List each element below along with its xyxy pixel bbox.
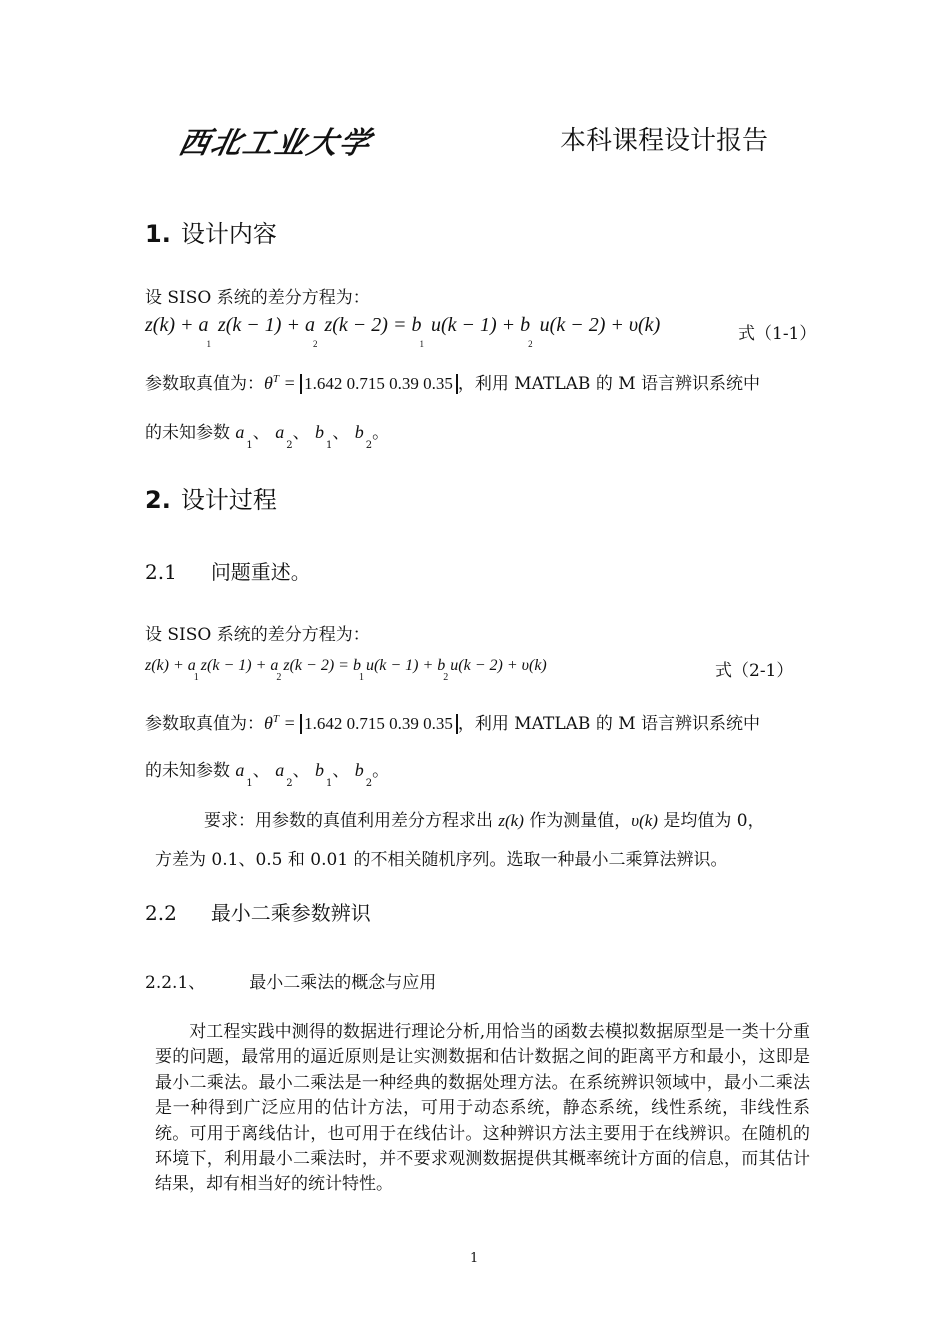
university-logo: 西北工业大学 [175, 126, 375, 161]
var-b1-sub: 1 [325, 778, 333, 789]
equation-1-1-label: 式（1-1） [738, 324, 817, 344]
theta-equals: = [278, 373, 301, 393]
section-1-number: 1. [145, 220, 171, 248]
req-v: υ(k) [631, 811, 658, 830]
param-suffix: ，利用 MATLAB 的 M 语言辨识系统中 [457, 374, 761, 394]
eq2-sub-4: 2 [443, 672, 449, 683]
subsection-2-2-1-title: 最小二乘法的概念与应用 [249, 973, 437, 993]
theta-symbol: $\theta^T$ [264, 373, 279, 393]
var-a1-sub: 1 [246, 778, 253, 789]
section-2-intro: 设 SISO 系统的差分方程为： [145, 625, 370, 645]
var-b1: b [314, 422, 324, 442]
eq2-term-2: z(k − 1) + a [200, 657, 279, 674]
req-text-c: 是均值为 0， [657, 811, 765, 831]
subsection-2-1-heading [145, 556, 311, 585]
least-squares-paragraph: 对工程实践中测得的数据进行理论分析,用恰当的函数去模拟数据原型是一类十分重要的问题，最常用的逼近原则是让实测数据和估计数据之间的距离平方和最小，这即是最小二乘法。最小二乘法是一种经典的数据处理方法。在系统辨识领域中，最小二乘法是一种得到广泛应用的估计方法，可用于动态系统，静态系统，线性系统，非线性系统。可用于离线估计，也可用于在线估计。这种辨识方法主要用于在线辨识。在随机的环境下，利用最小二乘法时，并不要求观测数据提供其概率统计方面的信息，而其估计结果，却有相当好的统计特性。 [155, 1022, 810, 1195]
var-b2: b [354, 422, 364, 442]
subsection-2-2-1-number: 2.2.1、 [145, 973, 206, 993]
theta-symbol: $\theta^T$ [264, 713, 279, 733]
section-1-params [145, 369, 760, 394]
req-z: z(k) [498, 811, 524, 830]
theta-vector: 1.642 0.715 0.39 0.35 [300, 714, 458, 734]
report-title: 本科课程设计报告 [560, 126, 769, 156]
var-b1: b [314, 760, 324, 780]
section-2-unknowns [145, 756, 390, 789]
subsection-2-1-title: 问题重述。 [210, 560, 311, 584]
subsection-2-2-1-heading [145, 968, 436, 993]
equation-2-1 [145, 657, 547, 683]
var-a1-sub: 1 [246, 440, 253, 451]
var-b2-sub: 2 [365, 440, 373, 451]
eq2-sub-2: 2 [276, 672, 282, 683]
subsection-2-1-number: 2.1 [145, 560, 177, 584]
unknown-prefix: 的未知参数 [145, 761, 230, 781]
section-1-title: 设计内容 [180, 220, 277, 248]
theta-vector: 1.642 0.715 0.39 0.35 [300, 374, 458, 394]
param-prefix: 参数取真值为： [145, 374, 264, 394]
section-1-intro: 设 SISO 系统的差分方程为： [145, 288, 370, 308]
param-suffix: ，利用 MATLAB 的 M 语言辨识系统中 [457, 714, 761, 734]
section-1-heading [145, 214, 277, 249]
eq1-sub-1: 1 [206, 339, 211, 349]
param-prefix: 参数取真值为： [145, 714, 264, 734]
eq1-sub-2: 2 [312, 339, 318, 349]
var-a1: a [235, 422, 245, 442]
unknown-prefix: 的未知参数 [145, 423, 230, 443]
section-2-heading [145, 480, 277, 515]
eq1-sub-3: 1 [419, 339, 424, 349]
equation-1-1 [145, 314, 661, 349]
section-2-number: 2. [145, 486, 171, 514]
sep: 、 [292, 423, 310, 443]
sep: 、 [292, 761, 310, 781]
eq1-sub-4: 2 [528, 339, 533, 349]
section-2-title: 设计过程 [180, 486, 277, 514]
theta-equals: = [278, 713, 301, 733]
subsection-2-2-number: 2.2 [145, 901, 177, 925]
eq2-term-3: z(k − 2) = b [283, 657, 361, 674]
var-a2: a [275, 760, 285, 780]
eq2-sub-1: 1 [193, 672, 199, 683]
var-a2: a [275, 422, 285, 442]
equation-2-1-label: 式（2-1） [715, 661, 794, 681]
eq2-sub-3: 1 [358, 672, 364, 683]
section-1-unknowns [145, 418, 390, 451]
section-2-params [145, 709, 760, 734]
var-b1-sub: 1 [325, 440, 333, 451]
var-b2: b [354, 760, 364, 780]
subsection-2-2-title: 最小二乘参数辨识 [210, 901, 371, 925]
eq2-term-4: u(k − 1) + b [365, 657, 446, 674]
var-b2-sub: 2 [365, 778, 373, 789]
period: 。 [372, 761, 390, 781]
req-text-a: 要求：用参数的真值利用差分方程求出 [204, 811, 499, 831]
eq1-term-3: z(k − 2) = b [319, 314, 422, 336]
requirement-line-2: 方差为 0.1、0.5 和 0.01 的不相关随机序列。选取一种最小二乘算法辨识。 [155, 850, 728, 870]
eq1-term-4: u(k − 1) + b [425, 314, 531, 336]
req-text-b: 作为测量值， [523, 811, 632, 831]
requirement-line-1 [204, 806, 765, 831]
subsection-2-2-heading [145, 897, 371, 926]
eq1-term-5: u(k − 2) + υ(k) [534, 314, 661, 336]
period: 。 [372, 423, 390, 443]
var-a1: a [235, 760, 245, 780]
sep: 、 [252, 423, 270, 443]
sep: 、 [332, 761, 350, 781]
eq2-term-1: z(k) + a [145, 657, 196, 674]
eq2-term-5: u(k − 2) + υ(k) [450, 657, 547, 674]
var-a2-sub: 2 [286, 778, 293, 789]
sep: 、 [252, 761, 270, 781]
eq1-term-1: z(k) + a [145, 314, 209, 336]
var-a2-sub: 2 [286, 440, 293, 451]
eq1-term-2: z(k − 1) + a [212, 314, 315, 336]
page-number: 1 [470, 1251, 479, 1266]
sep: 、 [332, 423, 350, 443]
